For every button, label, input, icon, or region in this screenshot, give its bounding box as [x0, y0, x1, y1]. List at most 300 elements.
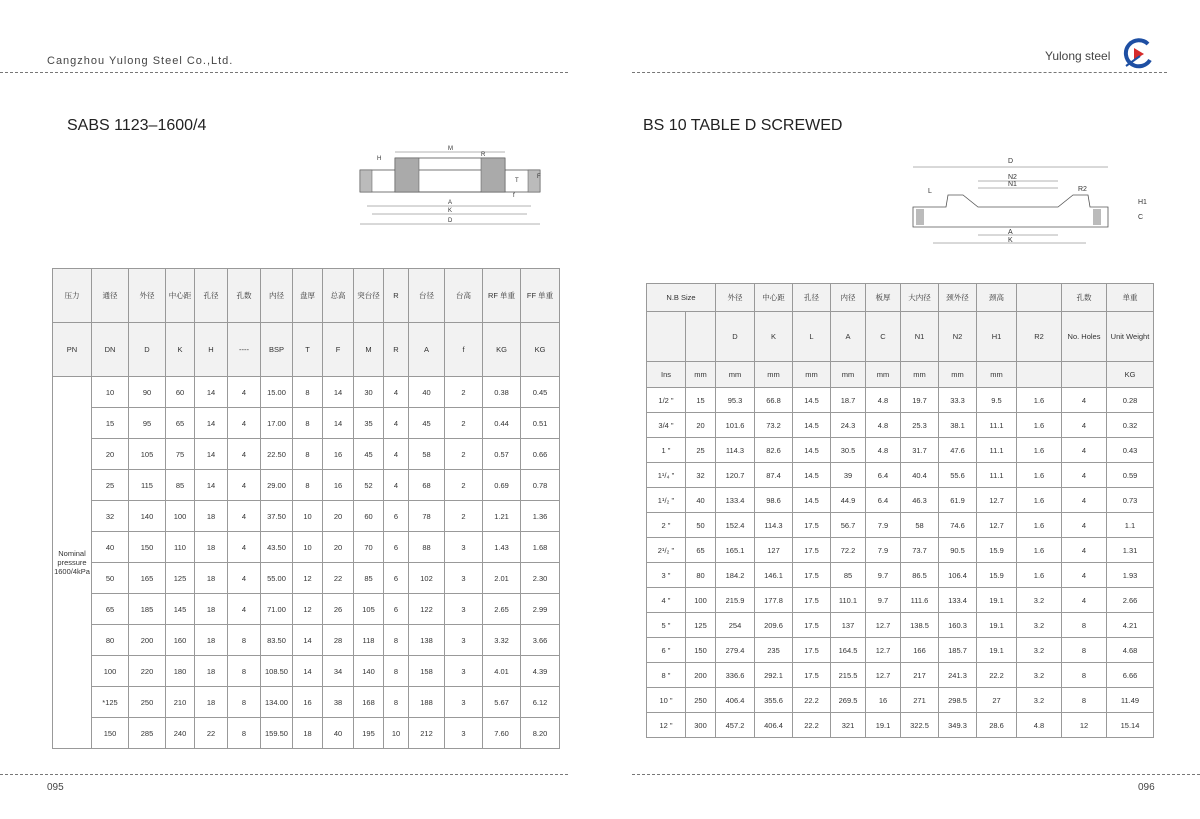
table-cell: 82.6 — [755, 438, 793, 463]
brand-name: Yulong steel — [1045, 49, 1111, 63]
table-cell: 37.50 — [261, 501, 293, 532]
table-cell: 184.2 — [716, 563, 755, 588]
table-cell: 6 " — [647, 638, 686, 663]
table-cell: 12 — [293, 594, 323, 625]
table-cell: 1¹/₄ " — [647, 463, 686, 488]
left-header-cell: R — [384, 323, 409, 377]
table-cell: 111.6 — [901, 588, 939, 613]
table-cell: 12.7 — [977, 513, 1017, 538]
table-cell: 60 — [354, 501, 384, 532]
table-cell: 8 " — [647, 663, 686, 688]
table-cell: 220 — [129, 656, 166, 687]
table-cell: 406.4 — [755, 713, 793, 738]
table-cell: 73.2 — [755, 413, 793, 438]
table-cell: 11.49 — [1107, 688, 1154, 713]
table-cell: 114.3 — [716, 438, 755, 463]
table-cell: 33.3 — [939, 388, 977, 413]
right-header-cell: D — [716, 312, 755, 362]
pressure-label: Nominal pressure 1600/4kPa — [53, 377, 92, 749]
table-cell: 115 — [129, 470, 166, 501]
right-header-cell: No. Holes — [1062, 312, 1107, 362]
table-row — [647, 513, 1154, 538]
table-cell: 22.2 — [793, 688, 831, 713]
table-cell: 8.20 — [521, 718, 560, 749]
table-cell: 164.5 — [831, 638, 866, 663]
right-header-cell — [1062, 362, 1107, 388]
table-cell: 457.2 — [716, 713, 755, 738]
left-header-cell: FF 单重 — [521, 269, 560, 323]
right-spec-table — [646, 283, 1154, 738]
table-cell: 165 — [129, 563, 166, 594]
table-cell: 4 — [228, 532, 261, 563]
table-cell: 3.2 — [1017, 638, 1062, 663]
table-cell: 4 — [1062, 463, 1107, 488]
table-cell: 31.7 — [901, 438, 939, 463]
table-cell: 10 — [293, 532, 323, 563]
left-diagram-label: D — [448, 218, 453, 224]
table-cell: 150 — [686, 638, 716, 663]
table-cell: 40 — [409, 377, 445, 408]
left-header-cell: RF 单重 — [483, 269, 521, 323]
table-cell: 4 — [1062, 513, 1107, 538]
table-row — [647, 563, 1154, 588]
table-cell: 209.6 — [755, 613, 793, 638]
right-diagram-label: L — [928, 188, 932, 195]
table-row — [647, 413, 1154, 438]
table-cell: 195 — [354, 718, 384, 749]
table-cell: 30 — [354, 377, 384, 408]
table-cell: 87.4 — [755, 463, 793, 488]
right-diagram-label: A — [1008, 229, 1013, 236]
table-cell: 3.2 — [1017, 663, 1062, 688]
table-cell: 3.2 — [1017, 613, 1062, 638]
left-header-cell: 总高 — [323, 269, 354, 323]
table-cell: 20 — [323, 532, 354, 563]
right-diagram-label: C — [1138, 214, 1144, 221]
table-cell: 40 — [323, 718, 354, 749]
table-cell: 17.5 — [793, 563, 831, 588]
table-cell: 50 — [92, 563, 129, 594]
table-cell: 3 — [445, 718, 483, 749]
table-cell: 8 — [1062, 638, 1107, 663]
table-cell: 75 — [166, 439, 195, 470]
table-cell: 212 — [409, 718, 445, 749]
table-cell: 168 — [354, 687, 384, 718]
table-cell: 120.7 — [716, 463, 755, 488]
table-cell: 1 " — [647, 438, 686, 463]
right-flange-diagram — [908, 155, 1158, 255]
table-cell: 1.6 — [1017, 488, 1062, 513]
table-cell: 4 — [1062, 588, 1107, 613]
table-cell: 336.6 — [716, 663, 755, 688]
table-row — [647, 588, 1154, 613]
right-diagram-label: N1 — [1008, 181, 1017, 188]
left-diagram-label: H — [377, 156, 382, 162]
table-cell: 20 — [323, 501, 354, 532]
table-cell: 125 — [686, 613, 716, 638]
right-header-cell: R2 — [1017, 312, 1062, 362]
table-cell: 0.44 — [483, 408, 521, 439]
table-cell: 3 — [445, 594, 483, 625]
table-cell: 4.8 — [866, 438, 901, 463]
table-cell: 125 — [166, 563, 195, 594]
yulong-logo-icon — [1120, 36, 1156, 72]
table-cell: 3 — [445, 656, 483, 687]
table-cell: 200 — [129, 625, 166, 656]
table-row — [53, 687, 560, 718]
header-divider-left — [0, 72, 568, 73]
table-row — [53, 532, 560, 563]
table-cell: 83.50 — [261, 625, 293, 656]
company-name: Cangzhou Yulong Steel Co.,Ltd. — [47, 55, 234, 67]
table-cell: 35 — [354, 408, 384, 439]
table-cell: 185 — [129, 594, 166, 625]
table-cell: 14 — [195, 470, 228, 501]
table-cell: 158 — [409, 656, 445, 687]
table-cell: 14 — [323, 408, 354, 439]
table-cell: 10 — [293, 501, 323, 532]
table-cell: 4 — [384, 470, 409, 501]
table-cell: 19.1 — [977, 613, 1017, 638]
left-header-cell: BSP — [261, 323, 293, 377]
table-cell: 18 — [195, 563, 228, 594]
table-cell: 150 — [92, 718, 129, 749]
table-cell: 17.5 — [793, 613, 831, 638]
table-cell: 110 — [166, 532, 195, 563]
table-cell: 114.3 — [755, 513, 793, 538]
table-cell: 298.5 — [939, 688, 977, 713]
table-cell: 17.5 — [793, 663, 831, 688]
table-cell: 279.4 — [716, 638, 755, 663]
right-diagram-label: D — [1008, 158, 1014, 165]
table-cell: 6.12 — [521, 687, 560, 718]
table-cell: 17.5 — [793, 638, 831, 663]
table-row — [647, 713, 1154, 738]
table-cell: 20 — [92, 439, 129, 470]
table-cell: 68 — [409, 470, 445, 501]
left-header-cell: ---- — [228, 323, 261, 377]
right-header-cell: C — [866, 312, 901, 362]
table-cell: 3 — [445, 625, 483, 656]
table-cell: 150 — [129, 532, 166, 563]
table-cell: 14.5 — [793, 388, 831, 413]
table-cell: 1.36 — [521, 501, 560, 532]
table-cell: 240 — [166, 718, 195, 749]
table-cell: 8 — [1062, 613, 1107, 638]
right-header-cell: 大内径 — [901, 284, 939, 312]
table-cell: 106.4 — [939, 563, 977, 588]
table-cell: 6 — [384, 594, 409, 625]
table-cell: 15 — [686, 388, 716, 413]
table-cell: 166 — [901, 638, 939, 663]
table-cell: 80 — [92, 625, 129, 656]
left-header-cell: T — [293, 323, 323, 377]
table-cell: 235 — [755, 638, 793, 663]
table-cell: 152.4 — [716, 513, 755, 538]
table-cell: 4.8 — [866, 388, 901, 413]
table-cell: 28 — [323, 625, 354, 656]
table-cell: 25.3 — [901, 413, 939, 438]
right-header-cell: KG — [1107, 362, 1154, 388]
table-cell: 9.7 — [866, 563, 901, 588]
table-row — [53, 439, 560, 470]
table-cell: 2 " — [647, 513, 686, 538]
table-cell: 118 — [354, 625, 384, 656]
table-cell: 4 — [228, 408, 261, 439]
table-cell: 1.6 — [1017, 538, 1062, 563]
table-cell: 292.1 — [755, 663, 793, 688]
table-cell: 12.7 — [977, 488, 1017, 513]
footer-divider-left — [0, 774, 568, 775]
table-row — [53, 470, 560, 501]
table-cell: 185.7 — [939, 638, 977, 663]
table-cell: 215.9 — [716, 588, 755, 613]
table-cell: 215.5 — [831, 663, 866, 688]
table-cell: 14 — [323, 377, 354, 408]
table-cell: 0.45 — [521, 377, 560, 408]
table-cell: 8 — [384, 656, 409, 687]
table-cell: 15.14 — [1107, 713, 1154, 738]
table-cell: 6.66 — [1107, 663, 1154, 688]
table-cell: 1.21 — [483, 501, 521, 532]
table-cell: 8 — [228, 718, 261, 749]
table-cell: 18 — [293, 718, 323, 749]
table-row — [53, 718, 560, 749]
table-row — [53, 377, 560, 408]
table-cell: 17.00 — [261, 408, 293, 439]
table-cell: 71.00 — [261, 594, 293, 625]
table-cell: 4 — [228, 377, 261, 408]
right-header-cell — [1017, 362, 1062, 388]
table-cell: 3.2 — [1017, 688, 1062, 713]
table-cell: 1.31 — [1107, 538, 1154, 563]
right-header-cell: 外径 — [716, 284, 755, 312]
table-cell: 108.50 — [261, 656, 293, 687]
table-cell: 95 — [129, 408, 166, 439]
table-cell: 18 — [195, 656, 228, 687]
table-row — [647, 463, 1154, 488]
table-cell: 217 — [901, 663, 939, 688]
table-cell: 74.6 — [939, 513, 977, 538]
table-cell: 18 — [195, 532, 228, 563]
table-cell: 6 — [384, 563, 409, 594]
table-cell: 14 — [195, 439, 228, 470]
table-cell: 12.7 — [866, 663, 901, 688]
table-cell: 16 — [323, 470, 354, 501]
right-header-cell: 中心距 — [755, 284, 793, 312]
left-header-cell: R — [384, 269, 409, 323]
table-cell: 8 — [384, 625, 409, 656]
table-cell: 65 — [686, 538, 716, 563]
table-cell: 6.4 — [866, 463, 901, 488]
table-cell: 90.5 — [939, 538, 977, 563]
table-cell: 269.5 — [831, 688, 866, 713]
table-cell: 85 — [831, 563, 866, 588]
table-cell: 2.66 — [1107, 588, 1154, 613]
table-cell: 22 — [195, 718, 228, 749]
right-header-cell: 颈高 — [977, 284, 1017, 312]
left-header-cell: KG — [521, 323, 560, 377]
table-cell: 4 — [228, 563, 261, 594]
table-cell: 4.21 — [1107, 613, 1154, 638]
table-row — [53, 594, 560, 625]
table-cell: 32 — [686, 463, 716, 488]
table-cell: 1.6 — [1017, 438, 1062, 463]
table-cell: 100 — [166, 501, 195, 532]
table-row — [647, 638, 1154, 663]
table-cell: 14 — [293, 656, 323, 687]
right-header-cell: mm — [866, 362, 901, 388]
table-cell: 6.4 — [866, 488, 901, 513]
table-cell: 2 — [445, 408, 483, 439]
table-cell: 1/2 " — [647, 388, 686, 413]
table-cell: 9.7 — [866, 588, 901, 613]
right-header-cell: mm — [686, 362, 716, 388]
table-row — [53, 501, 560, 532]
table-cell: 26 — [323, 594, 354, 625]
right-header-cell: 单重 — [1107, 284, 1154, 312]
right-diagram-label: K — [1008, 237, 1013, 244]
left-header-cell: PN — [53, 323, 92, 377]
table-cell: 250 — [129, 687, 166, 718]
table-cell: 6 — [384, 501, 409, 532]
table-cell: 38 — [323, 687, 354, 718]
table-cell: 17.5 — [793, 588, 831, 613]
table-cell: 17.5 — [793, 538, 831, 563]
left-header-cell: H — [195, 323, 228, 377]
page-number-left: 095 — [47, 782, 64, 793]
table-cell: 159.50 — [261, 718, 293, 749]
table-cell: 19.1 — [866, 713, 901, 738]
table-cell: 349.3 — [939, 713, 977, 738]
table-cell: 10 — [384, 718, 409, 749]
left-header-cell: 外径 — [129, 269, 166, 323]
table-cell: 8 — [293, 377, 323, 408]
table-row — [647, 538, 1154, 563]
right-header-cell: 颈外径 — [939, 284, 977, 312]
table-cell: 14 — [293, 625, 323, 656]
table-cell: 4.8 — [1017, 713, 1062, 738]
left-flange-diagram — [355, 140, 555, 240]
table-cell: 4.8 — [866, 413, 901, 438]
table-cell: 355.6 — [755, 688, 793, 713]
table-cell: 250 — [686, 688, 716, 713]
right-header-cell: mm — [977, 362, 1017, 388]
table-cell: 140 — [354, 656, 384, 687]
table-cell: 11.1 — [977, 438, 1017, 463]
table-cell: 38.1 — [939, 413, 977, 438]
table-cell: 4 " — [647, 588, 686, 613]
table-cell: 6 — [384, 532, 409, 563]
left-diagram-label: T — [515, 178, 519, 184]
table-cell: 60 — [166, 377, 195, 408]
table-cell: 16 — [293, 687, 323, 718]
table-cell: 58 — [901, 513, 939, 538]
table-cell: 8 — [228, 625, 261, 656]
table-cell: 140 — [129, 501, 166, 532]
right-table-body — [647, 388, 1154, 738]
table-cell: 254 — [716, 613, 755, 638]
table-cell: 15.00 — [261, 377, 293, 408]
table-cell: 8 — [293, 470, 323, 501]
right-diagram-label: N2 — [1008, 174, 1017, 181]
table-cell: 14.5 — [793, 463, 831, 488]
table-cell: 98.6 — [755, 488, 793, 513]
footer-divider-right — [632, 774, 1200, 775]
table-cell: 18.7 — [831, 388, 866, 413]
table-cell: 4.01 — [483, 656, 521, 687]
table-cell: 100 — [686, 588, 716, 613]
table-cell: 85 — [166, 470, 195, 501]
table-cell: 4 — [228, 470, 261, 501]
table-cell: 18 — [195, 625, 228, 656]
table-cell: 43.50 — [261, 532, 293, 563]
table-cell: 56.7 — [831, 513, 866, 538]
table-cell: 19.1 — [977, 588, 1017, 613]
left-page-title: SABS 1123–1600/4 — [67, 117, 207, 134]
table-row — [53, 563, 560, 594]
table-cell: 4 — [384, 408, 409, 439]
table-cell: 188 — [409, 687, 445, 718]
table-cell: 11.1 — [977, 413, 1017, 438]
table-cell: 0.43 — [1107, 438, 1154, 463]
table-cell: 102 — [409, 563, 445, 594]
table-cell: 200 — [686, 663, 716, 688]
table-cell: 39 — [831, 463, 866, 488]
table-cell: 78 — [409, 501, 445, 532]
right-header-cell: A — [831, 312, 866, 362]
table-cell: 46.3 — [901, 488, 939, 513]
table-cell: 127 — [755, 538, 793, 563]
right-header-cell: H1 — [977, 312, 1017, 362]
table-row — [53, 408, 560, 439]
table-cell: 86.5 — [901, 563, 939, 588]
right-header-cell: mm — [716, 362, 755, 388]
table-cell: 2.01 — [483, 563, 521, 594]
table-cell: 8 — [1062, 663, 1107, 688]
table-cell: 12.7 — [866, 638, 901, 663]
table-cell: *125 — [92, 687, 129, 718]
table-cell: 0.32 — [1107, 413, 1154, 438]
table-cell: 406.4 — [716, 688, 755, 713]
table-cell: 4 — [1062, 413, 1107, 438]
right-header-cell: K — [755, 312, 793, 362]
table-cell: 241.3 — [939, 663, 977, 688]
table-cell: 14.5 — [793, 438, 831, 463]
table-cell: 15.9 — [977, 563, 1017, 588]
table-cell: 2 — [445, 501, 483, 532]
table-cell: 40 — [686, 488, 716, 513]
right-page-title: BS 10 TABLE D SCREWED — [643, 117, 843, 134]
page-number-right: 096 — [1138, 782, 1155, 793]
right-header-cell: mm — [901, 362, 939, 388]
right-header-cell: Unit Weight — [1107, 312, 1154, 362]
table-cell: 3.66 — [521, 625, 560, 656]
table-row — [647, 663, 1154, 688]
right-header-cell: 板厚 — [866, 284, 901, 312]
table-cell: 11.1 — [977, 463, 1017, 488]
table-cell: 146.1 — [755, 563, 793, 588]
table-cell: 2 — [445, 470, 483, 501]
table-cell: 0.59 — [1107, 463, 1154, 488]
table-cell: 72.2 — [831, 538, 866, 563]
left-diagram-label: A — [448, 200, 453, 206]
left-header-cell: 中心距 — [166, 269, 195, 323]
table-cell: 55.6 — [939, 463, 977, 488]
table-cell: 4 — [1062, 538, 1107, 563]
left-diagram-label: F — [537, 174, 541, 180]
table-cell: 0.78 — [521, 470, 560, 501]
